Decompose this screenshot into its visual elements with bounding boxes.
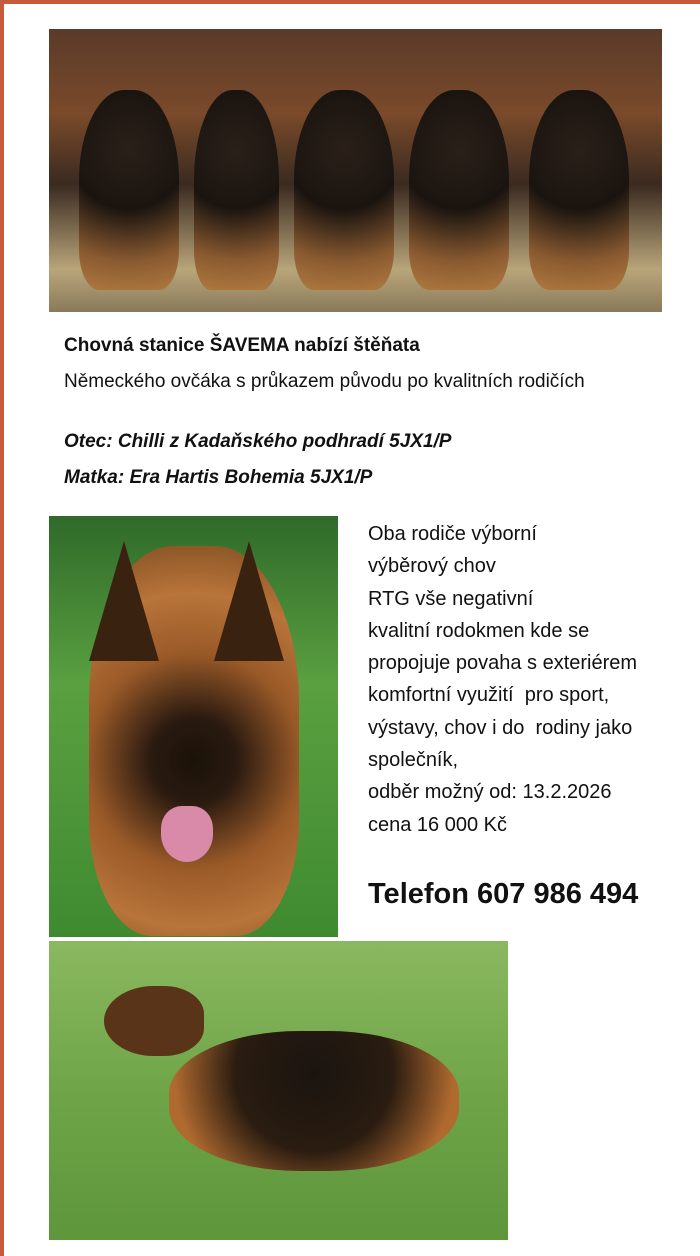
dog-head-photo: [49, 516, 338, 937]
dog-standing-photo: [49, 941, 508, 1240]
detail-line: RTG vše negativní: [368, 587, 534, 610]
puppy: [294, 90, 394, 290]
details-list: [368, 518, 637, 841]
detail-line: propojuje povaha s exteriérem: [368, 652, 638, 675]
detail-line: výstavy, chov i do rodiny jako: [368, 716, 633, 739]
detail-line: kvalitní rodokmen kde se: [368, 619, 590, 642]
detail-line: Oba rodiče výborní: [368, 523, 537, 545]
phone-number: Telefon 607 986 494: [368, 878, 639, 910]
subtitle: Německého ovčáka s průkazem původu po kvalitních rodičích: [64, 371, 585, 392]
detail-line: společník,: [368, 749, 459, 772]
puppy: [529, 90, 629, 290]
puppy: [79, 90, 179, 290]
puppy: [194, 90, 279, 290]
detail-line: cena 16 000 Kč: [368, 813, 507, 836]
detail-line: výběrový chov: [368, 555, 496, 578]
detail-line: komfortní využití pro sport,: [368, 684, 610, 707]
mother-info: Matka: Era Hartis Bohemia 5JX1/P: [64, 467, 373, 488]
heading: Chovná stanice ŠAVEMA nabízí štěňata: [64, 335, 420, 356]
dog-body: [169, 1031, 459, 1171]
puppy: [409, 90, 509, 290]
puppies-photo: [49, 29, 662, 312]
detail-line: odběr možný od: 13.2.2026: [368, 781, 612, 804]
dog-head: [104, 986, 204, 1056]
father-info: Otec: Chilli z Kadaňského podhradí 5JX1/P: [64, 431, 452, 452]
dog-tongue: [161, 806, 213, 862]
